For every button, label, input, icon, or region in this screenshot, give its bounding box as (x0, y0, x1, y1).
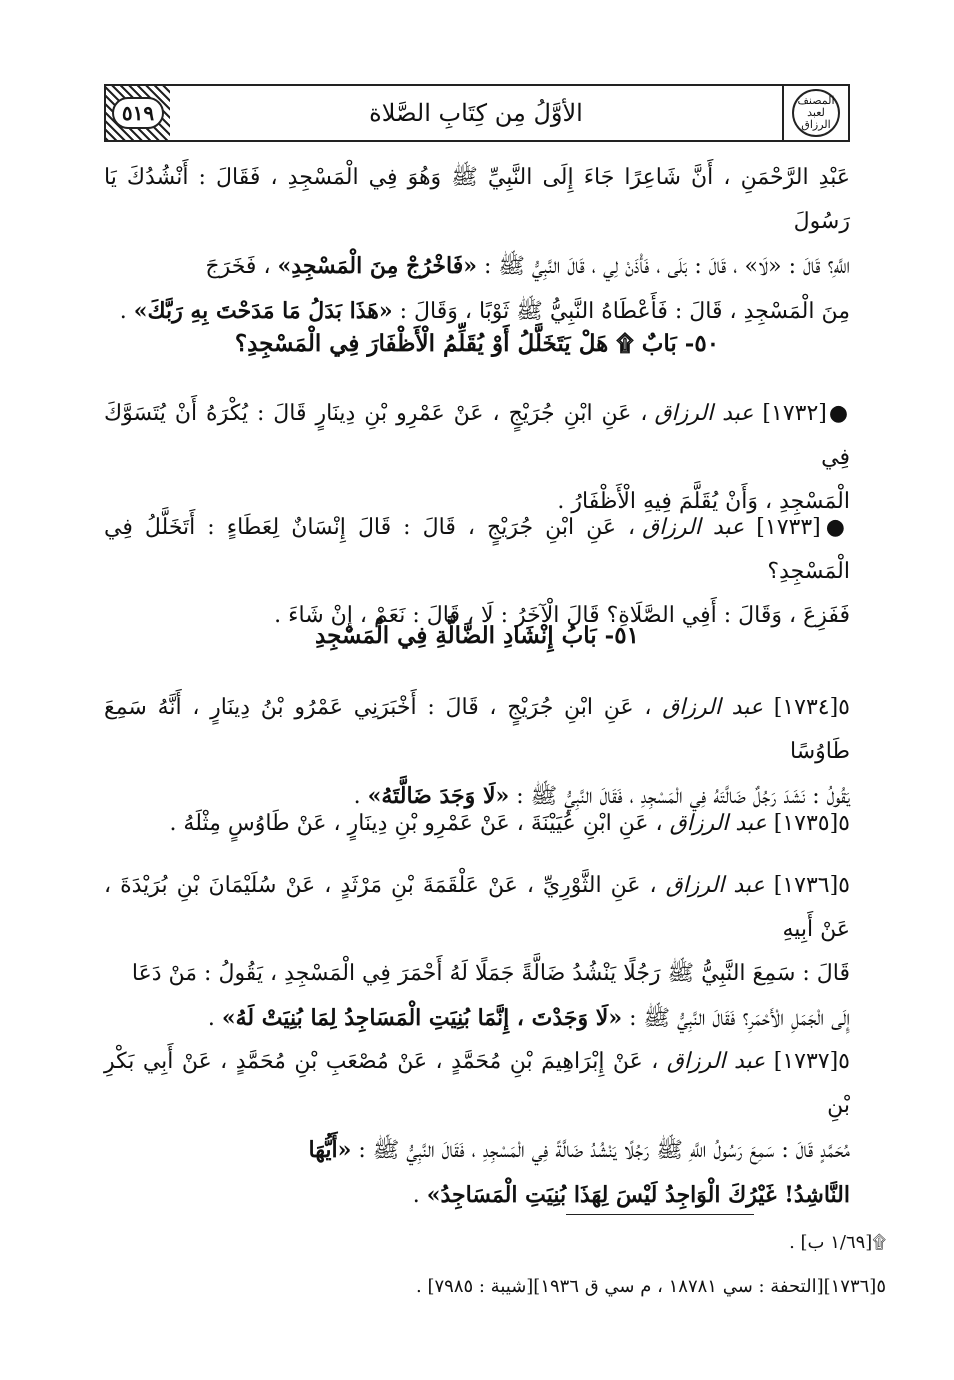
prophet-quote: «لَا وَجَدْتَ ، إِنَّمَا بُنِيَتِ الْمَسَاجِدُ لِمَا بُنِيَتْ لَهُ» (221, 1005, 623, 1031)
hadith-1737 (104, 1040, 850, 1218)
chapter-heading-50: ٥٠- بَابٌ ۩ هَلْ يَتَخَلَّلُ أَوْ يُقَلِّمُ الْأَظْفَارَ فِي الْمَسْجِدِ؟ (234, 330, 720, 357)
running-title: الأوَّلُ مِن كِتَابِ الصَّلاة (369, 99, 583, 127)
prophet-quote: «هَذَا بَدَلُ مَا مَدَحْتَ بِهِ رَبَّكَ» (133, 298, 393, 324)
text-line: قَالَ : سَمِعَ النَّبِيُّ ﷺ رَجُلًا يَنْشُدُ ضَالَّةً جَمَلًا لَهُ أَحْمَرَ فِي الْمَسْجِدِ ، يَقُولُ : مَنْ دَعَا (131, 961, 850, 986)
hadith-1734 (104, 686, 850, 819)
narrator-name: عبد الرزاق (642, 515, 745, 540)
chapter-heading-51: ٥١- بَابُ إِنْشَادِ الضَّالَّةِ فِي الْمَسْجِدِ (315, 622, 639, 649)
text-span: ، عَنْ إِبْرَاهِيمَ بْنِ مُحَمَّدٍ ، عَنْ مُصْعَبِ بْنِ مُحَمَّدٍ ، عَنْ أَبِي بَكْرِ بْنِ (104, 1049, 850, 1118)
hadith-number: ٥[١٧٣٤] (773, 695, 850, 720)
text-span: . (207, 1006, 222, 1031)
text-span: ، عَنِ ابْنِ جُرَيْجٍ ، عَنْ عَمْرِو بْنِ دِينَارٍ قَالَ : يُكْرَهُ أَنْ يُتَسَوَّكَ فِي (104, 401, 850, 470)
narrator-name: عبد الرزاق (654, 401, 754, 426)
narrator-name: عبد الرزاق (666, 1049, 766, 1074)
text-span: مِنَ الْمَسْجِدِ ، قَالَ : فَأَعْطَاهُ النَّبِيُّ ﷺ ثَوْبًا ، وَقَالَ : (392, 299, 850, 324)
text-span: إِلَى الْجَمَلِ الْأَحْمَرِ؟ فَقَالَ النَّبِيُّ ﷺ : (622, 1006, 850, 1031)
book-logo-seal: المصنف لعبد الرزاق (792, 89, 840, 137)
footnote-divider (566, 1214, 754, 1215)
text-span: ، عَنِ ابْنِ جُرَيْجٍ ، قَالَ : أَخْبَرَنِي عَمْرُو بْنُ دِينَارٍ ، أَنَّهُ سَمِعَ طَاوُسًا (104, 695, 850, 764)
text-line (104, 244, 850, 289)
hadith-number: ٥[١٧٣٥] (773, 811, 850, 836)
text-line: عَبْدِ الرَّحْمَنِ ، أَنَّ شَاعِرًا جَاءَ إِلَى النَّبِيِّ ﷺ وَهُوَ فِي الْمَسْجِدِ ، فَقَالَ : أَنْشُدُكَ يَا رَسُولَ (104, 165, 850, 234)
text-span: . (353, 784, 368, 809)
text-line (104, 686, 850, 774)
footnote-2: ٥[١٧٣٦][التحفة : سي ١٨٧٨١ ، م سي ق ١٩٣٦][شيبة : ٧٩٨٥] . (416, 1276, 886, 1297)
text-line (104, 506, 850, 594)
text-span: ، عَنِ ابْنِ جُرَيْجٍ ، قَالَ : قَالَ إِنْسَانٌ لِعَطَاءٍ : أَتَخَلَّلُ فِي الْمَسْجِدِ؟ (104, 515, 850, 584)
intro-paragraph (104, 156, 850, 334)
text-line (104, 864, 850, 952)
hadith-number: ٥[١٧٣٧] (773, 1049, 850, 1074)
hadith-1736 (104, 864, 850, 1041)
text-span: . (412, 1183, 427, 1208)
text-span: ، فَخَرَجَ (205, 254, 278, 279)
text-line: الْمَسْجِدِ ، وَأَنْ يُقَلَّمَ فِيهِ الْأَظْفَارُ . (557, 489, 850, 514)
text-line (104, 392, 850, 480)
hadith-number: ●[١٧٣٢] (762, 401, 850, 426)
text-line: فَفَزِعَ ، وَقَالَ : أَفِي الصَّلَاةِ؟ قَالَ الْآخَرُ : لَا ، قَالَ : نَعَمْ ، إِنْ شَاءَ . (274, 603, 850, 628)
text-line (104, 1040, 850, 1128)
prophet-quote: النَّاشِدُ! غَيْرُكَ الْوَاجِدُ لَيْسَ لِهَذَا بُنِيَتِ الْمَسَاجِدُ» (426, 1182, 850, 1208)
text-span: . (119, 299, 134, 324)
text-line (104, 1128, 850, 1173)
prophet-quote: «أَيُّهَا (308, 1137, 352, 1163)
narrator-name: عبد الرزاق (662, 695, 763, 720)
text-span: اللَّهِ؟ قَالَ : «لَا» ، قَالَ : بَلَى ، فَأْذَنْ لِي ، قَالَ النَّبِيُّ ﷺ : (476, 254, 850, 279)
text-line (104, 1173, 850, 1218)
page-number-ornament (106, 86, 170, 140)
page-header (104, 84, 850, 142)
text-span: يَقُولُ : نَشَدَ رَجُلٌ ضَالَّتَهُ فِي الْمَسْجِدِ ، فَقَالَ النَّبِيُّ ﷺ : (509, 784, 850, 809)
text-span: ، عَنِ ابْنِ عُيَيْنَةَ ، عَنْ عَمْرِو بْنِ دِينَارٍ ، عَنْ طَاوُسٍ مِثْلَهُ . (169, 811, 670, 836)
narrator-name: عبد الرزاق (669, 811, 767, 836)
prophet-quote: «فَاخْرُجْ مِنَ الْمَسْجِدِ» (277, 253, 477, 279)
footnote-1: ۩[١/٦٩ ب] . (789, 1232, 886, 1253)
page-number: ٥١٩ (112, 97, 164, 129)
narrator-name: عبد الرزاق (665, 873, 765, 898)
text-line (104, 289, 850, 334)
hadith-1733 (104, 506, 850, 638)
text-span: ، عَنِ الثَّوْرِيِّ ، عَنْ عَلْقَمَةَ بْنِ مَرْثَدٍ ، عَنْ سُلَيْمَانَ بْنِ بُرَيْدَةَ ، عَنْ أَبِيهِ (104, 873, 850, 942)
hadith-1732 (104, 392, 850, 524)
prophet-quote: «لَا وَجَدَ ضَالَّتَهُ» (367, 783, 510, 809)
hadith-number: ●[١٧٣٣] (756, 515, 850, 540)
hadith-1735 (104, 802, 850, 846)
hadith-number: ٥[١٧٣٦] (773, 873, 850, 898)
book-logo (782, 86, 848, 140)
text-line (104, 802, 850, 846)
text-line (104, 996, 850, 1041)
text-span: مُحَمَّدٍ قَالَ : سَمِعَ رَسُولُ اللَّهِ ﷺ رَجُلًا يَنْشُدُ ضَالَّةً فِي الْمَسْجِدِ ، فَقَالَ النَّبِيُّ ﷺ : (351, 1138, 850, 1163)
